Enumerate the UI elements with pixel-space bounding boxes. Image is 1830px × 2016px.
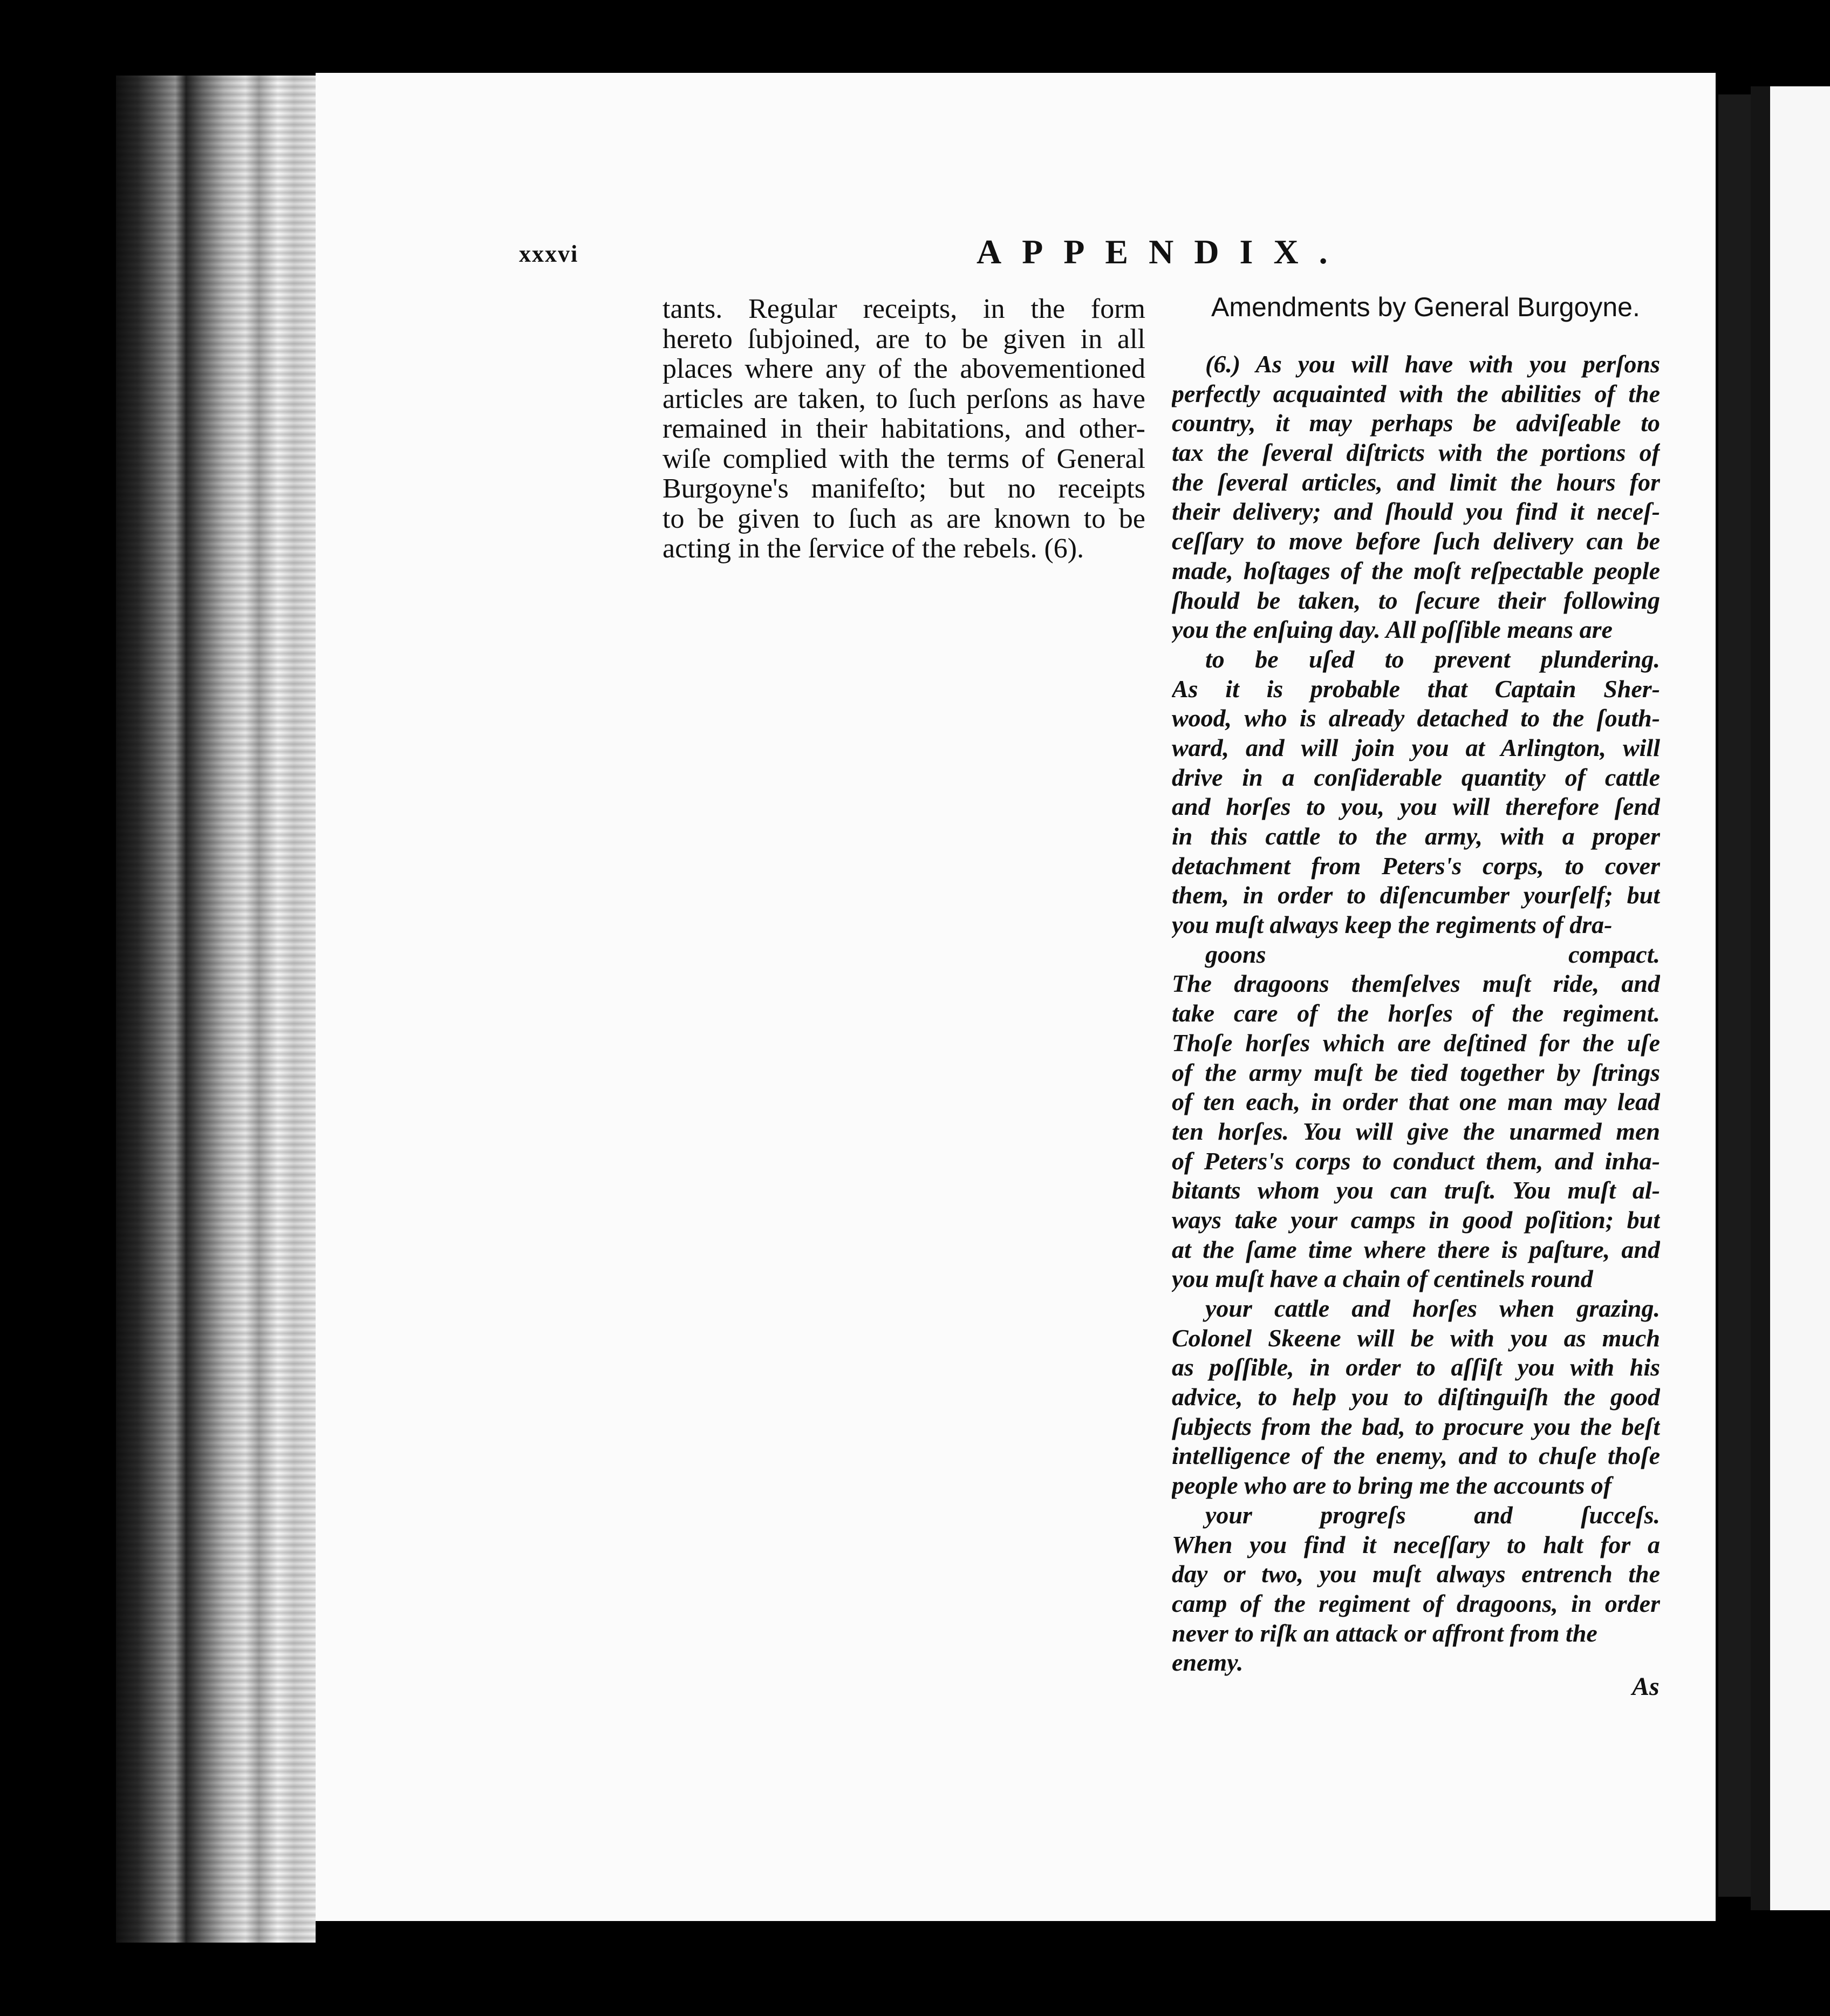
right-text-line: in this cattle to the army, with a proper xyxy=(1172,822,1660,850)
facing-page-edge xyxy=(1751,86,1830,1910)
right-text-line: ſubjects from the bad, to procure you the beſt xyxy=(1172,1412,1660,1440)
right-text-line: you muſt have a chain of centinels round xyxy=(1172,1265,1593,1293)
right-text-line: advice, to help you to diſtinguiſh the good xyxy=(1172,1383,1660,1411)
right-text-line: Colonel Skeene will be with you as much xyxy=(1172,1324,1660,1352)
right-text-line: of ten each, in order that one man may lead xyxy=(1172,1088,1660,1116)
catchword: As xyxy=(1632,1672,1660,1701)
right-text-line: drive in a conſiderable quantity of cattle xyxy=(1172,763,1660,791)
right-text-line: ſhould be taken, to ſecure their following xyxy=(1172,586,1660,614)
right-text-line: at the ſame time where there is paſture, and xyxy=(1172,1235,1660,1263)
right-text-line: detachment from Peters's corps, to cover xyxy=(1172,852,1660,880)
right-text-line: of the army muſt be tied together by ſtrings xyxy=(1172,1058,1660,1086)
running-head: APPENDIX. xyxy=(977,233,1348,271)
right-text-line: When you find it neceſſary to halt for a xyxy=(1172,1530,1660,1558)
page-edge-gutter xyxy=(116,76,316,1943)
left-column-text xyxy=(663,294,1145,564)
right-text-line: never to riſk an attack or affront from the xyxy=(1172,1619,1597,1647)
right-text-line: your progreſs and ſucceſs. xyxy=(1205,1501,1660,1529)
right-text-line: As it is probable that Captain Sher- xyxy=(1172,675,1660,703)
right-text-line: as poſſible, in order to aſſiſt you with his xyxy=(1172,1353,1660,1381)
left-text-line: articles are taken, to ſuch perſons as have xyxy=(663,384,1145,414)
right-text-line: goons compact. xyxy=(1205,940,1660,968)
right-text-line: tax the ſeveral diſtricts with the portions of xyxy=(1172,439,1660,467)
right-text-line: the ſeveral articles, and limit the hours for xyxy=(1172,468,1660,496)
right-text-line: wood, who is already detached to the ſouth- xyxy=(1172,704,1660,732)
page-number: xxxvi xyxy=(519,241,579,267)
left-text-line: wiſe complied with the terms of General xyxy=(663,444,1145,474)
right-text-line: of Peters's corps to conduct them, and inha- xyxy=(1172,1147,1660,1175)
right-column-text xyxy=(1172,350,1660,1678)
left-text-line: hereto ſubjoined, are to be given in all xyxy=(663,324,1145,354)
right-text-line: made, hoſtages of the moſt reſpectable people xyxy=(1172,556,1660,584)
right-text-line: you muſt always keep the regiments of dra- xyxy=(1172,911,1613,939)
amendments-heading: Amendments by General Burgoyne. xyxy=(1211,292,1640,322)
right-text-line: camp of the regiment of dragoons, in order xyxy=(1172,1589,1660,1617)
left-text-line: to be given to ſuch as are known to be xyxy=(663,503,1145,534)
book-spine-shadow xyxy=(1718,94,1751,1897)
right-text-line: their delivery; and ſhould you find it neceſ- xyxy=(1172,498,1660,526)
right-text-line: to be uſed to prevent plundering. xyxy=(1205,645,1660,673)
left-text-line: remained in their habitations, and other- xyxy=(663,414,1145,444)
right-text-line: them, in order to diſencumber yourſelf; but xyxy=(1172,881,1660,909)
right-text-line: ways take your camps in good poſition; but xyxy=(1172,1205,1660,1234)
right-text-line: ten horſes. You will give the unarmed men xyxy=(1172,1117,1660,1145)
right-text-line: bitants whom you can truſt. You muſt al- xyxy=(1172,1176,1660,1204)
right-text-line: and horſes to you, you will therefore ſend xyxy=(1172,793,1660,821)
right-text-line: enemy. xyxy=(1172,1649,1244,1677)
left-text-line: acting in the ſervice of the rebels. (6). xyxy=(663,534,1084,564)
right-text-line: The dragoons themſelves muſt ride, and xyxy=(1172,970,1660,998)
right-text-line: Thoſe horſes which are deſtined for the uſe xyxy=(1172,1029,1660,1057)
right-text-line: country, it may perhaps be adviſeable to xyxy=(1172,409,1660,437)
right-text-line: people who are to bring me the accounts of xyxy=(1172,1472,1612,1500)
right-text-line: you the enſuing day. All poſſible means are xyxy=(1172,616,1613,644)
right-text-line: your cattle and horſes when grazing. xyxy=(1205,1295,1660,1322)
right-text-line: ceſſary to move before ſuch delivery can be xyxy=(1172,527,1660,555)
right-text-line: perfectly acquainted with the abilities of the xyxy=(1172,379,1660,407)
right-text-line: ward, and will join you at Arlington, will xyxy=(1172,733,1660,761)
right-text-line: day or two, you muſt always entrench the xyxy=(1172,1560,1660,1588)
right-text-line: take care of the horſes of the regiment. xyxy=(1172,999,1660,1027)
left-text-line: Burgoyne's manifeſto; but no receipts xyxy=(663,474,1145,504)
right-text-line: (6.) As you will have with you perſons xyxy=(1205,350,1660,378)
left-text-line: places where any of the abovementioned xyxy=(663,354,1145,384)
left-text-line: tants. Regular receipts, in the form xyxy=(663,294,1145,324)
right-text-line: intelligence of the enemy, and to chuſe thoſe xyxy=(1172,1442,1660,1470)
